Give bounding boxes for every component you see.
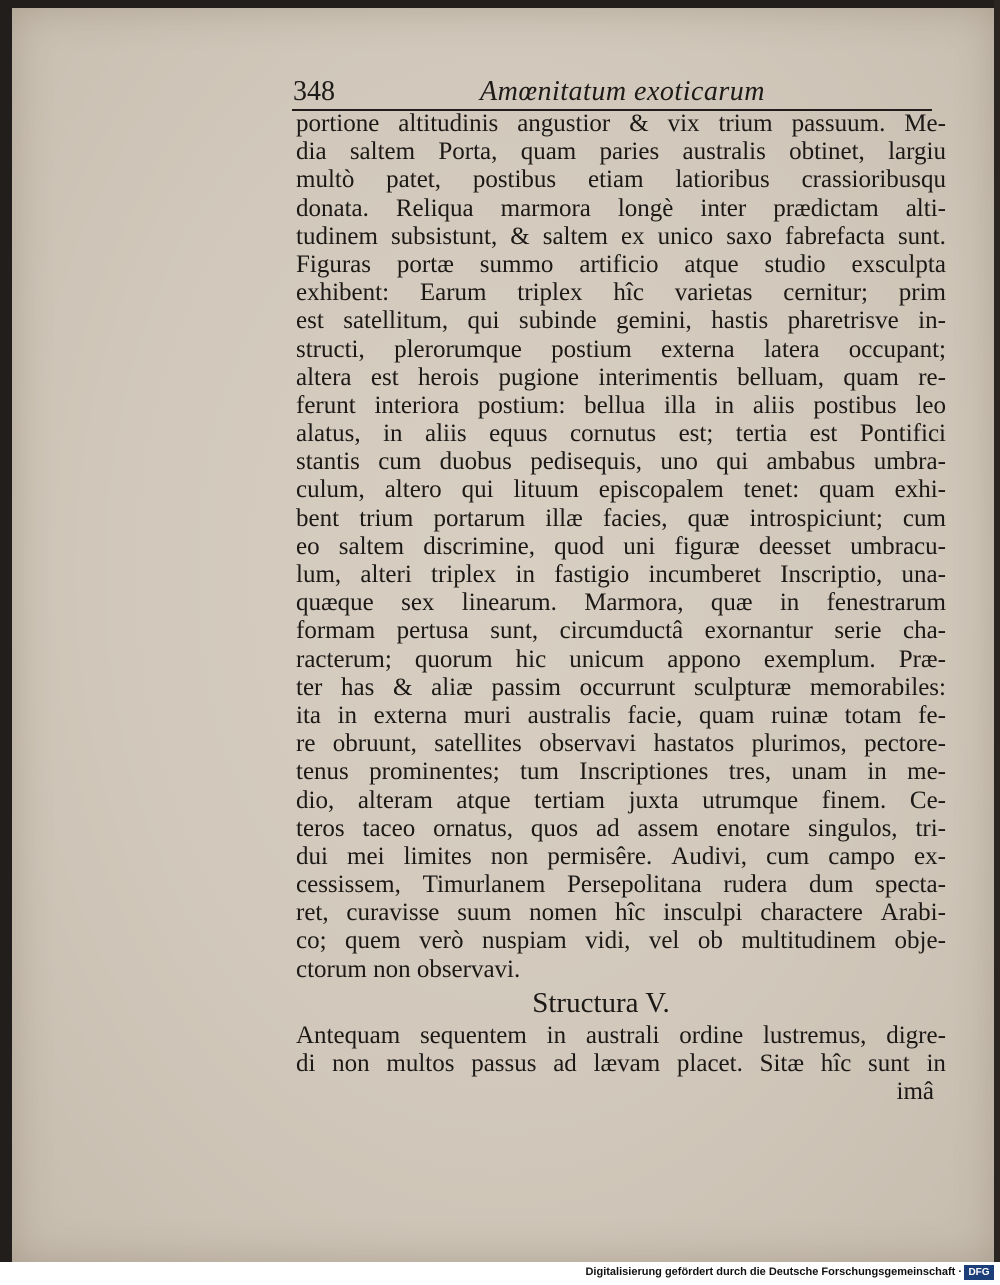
text-line: re obruunt, satellites observavi hastatos plurimos, pectore- [296, 730, 946, 758]
funding-credit: Digitalisierung gefördert durch die Deutsche Forschungsgemeinschaft · [585, 1266, 962, 1278]
text-line: tenus prominentes; tum Inscriptiones tres, unam in me- [296, 758, 946, 786]
text-line: portione altitudinis angustior & vix trium passuum. Me- [296, 110, 946, 137]
text-line: quæque sex linearum. Marmora, quæ in fenestrarum [296, 589, 946, 617]
text-line: bent trium portarum illæ facies, quæ introspiciunt; cum [296, 504, 946, 532]
catchword: imâ [896, 1078, 934, 1106]
text-line: tudinem subsistunt, & saltem ex unico saxo fabrefacta sunt. [296, 222, 946, 250]
running-title: Amœnitatum exoticarum [480, 76, 766, 107]
text-line: culum, altero qui lituum episcopalem tenet: quam exhi- [296, 476, 946, 504]
page-header [290, 76, 940, 110]
text-line: donata. Reliqua marmora longè inter prædictam alti- [296, 194, 946, 222]
text-line: structi, plerorumque postium externa latera occupant; [296, 335, 946, 363]
text-line: cessissem, Timurlanem Persepolitana rudera dum specta- [296, 871, 946, 899]
text-line: est satellitum, qui subinde gemini, hastis pharetrisve in- [296, 307, 946, 335]
text-line: eo saltem discrimine, quod uni figuræ deesset umbracu- [296, 532, 946, 560]
text-line: ret, curavisse suum nomen hîc insculpi charactere Arabi- [296, 899, 946, 927]
paragraph-block [296, 1022, 946, 1078]
body-text [296, 110, 946, 1106]
text-line: altera est herois pugione interimentis belluam, quam re- [296, 363, 946, 391]
text-line: Figuras portæ summo artificio atque studio exsculpta [296, 250, 946, 278]
paragraph-block [296, 110, 946, 984]
text-line: dia saltem Porta, quam paries australis obtinet, largiu [296, 138, 946, 166]
text-line: lum, alteri triplex in fastigio incumberet Inscriptio, una- [296, 561, 946, 588]
footer-bar [0, 1262, 1000, 1285]
text-line: formam pertusa sunt, circumductâ exornantur serie cha- [296, 617, 946, 645]
book-edge [994, 0, 1000, 1262]
text-line: co; quem verò nuspiam vidi, vel ob multitudinem obje- [296, 927, 946, 955]
text-line: ter has & aliæ passim occurrunt sculpturæ memorabiles: [296, 673, 946, 701]
text-line: Antequam sequentem in australi ordine lustremus, digre- [296, 1021, 946, 1049]
text-line: multò patet, postibus etiam latioribus crassioribusqu [296, 166, 946, 194]
text-line: dui mei limites non permisêre. Audivi, cum campo ex- [296, 842, 946, 870]
text-line: alatus, in aliis equus cornutus est; tertia est Pontifici [296, 420, 946, 448]
text-line: ctorum non observavi. [296, 955, 521, 983]
text-line: ita in externa muri australis facie, quam ruinæ totam fe- [296, 701, 946, 729]
text-line: teros taceo ornatus, quos ad assem enotare singulos, tri- [296, 814, 946, 842]
dfg-logo: DFG [964, 1265, 994, 1280]
section-heading: Structura V. [532, 986, 670, 1019]
text-line: stantis cum duobus pedisequis, uno qui ambabus umbra- [296, 448, 946, 476]
text-line: dio, alteram atque tertiam juxta utrumque finem. Ce- [296, 786, 946, 814]
page-number: 348 [293, 76, 335, 107]
text-line: exhibent: Earum triplex hîc varietas cernitur; prim [296, 279, 946, 307]
text-line: ferunt interiora postium: bellua illa in aliis postibus leo [296, 391, 946, 419]
text-line: di non multos passus ad lævam placet. Sitæ hîc sunt in [296, 1050, 946, 1077]
text-line: racterum; quorum hic unicum appono exemplum. Præ- [296, 645, 946, 673]
